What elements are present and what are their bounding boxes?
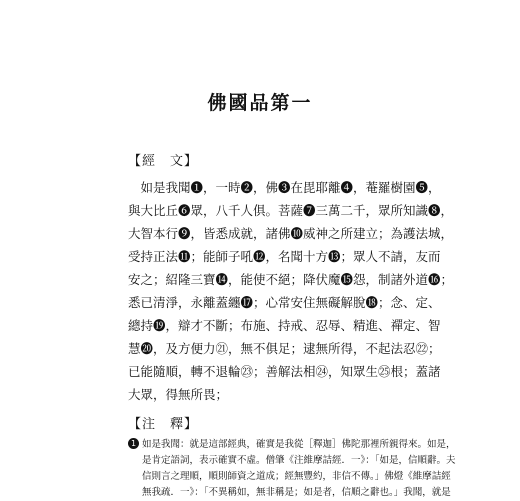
scripture-line: 受持正法⓫；能師子吼⓬，名聞十方⓭；眾人不請，友而 [128,249,441,264]
note-line: 如是我聞：就是這部經典，確實是我從［釋迦］佛陀那裡所親得來。如是， [142,439,456,450]
chapter-title: 佛國品第一 [207,92,313,114]
note-line: 信則言之理順，順則師資之道成；經無豐約，非信不傳。」佛燈《維摩詰經 [142,471,451,482]
scripture-line: 如是我聞❶，一時❷，佛❸在毘耶離❹，菴羅樹園❺， [128,180,441,195]
scripture-line: 大眾，得無所畏； [128,387,229,402]
scripture-line: 慧⓴，及方便力㉑，無不俱足；逮無所得，不起法忍㉒； [128,341,441,356]
scripture-line: 安之；紹隆三寶⓮，能使不絕；降伏魔⓯怨，制諸外道⓰； [128,272,454,287]
scripture-line: 與大比丘❻眾，八千人俱。菩薩❼三萬二千，眾所知識❽， [128,203,454,218]
scripture-line: 已能隨順，轉不退輪㉓；善解法相㉔，知眾生㉕根；蓋諸 [128,364,441,379]
note-line: 無我疏．一》：「不異稱如，無非稱是；如是者，信順之辭也。」我聞，就是 [142,487,451,498]
note-line: 是肯定語詞，表示確實不虛。僧肇《注維摩詰經．一》：「如是，信順辭。夫 [142,455,456,466]
scripture-line: 大智本行❾，皆悉成就，諸佛❿威神之所建立；為護法城， [128,226,454,241]
scripture-line: 總持⓳，辯才不斷；布施、持戒、忍辱、精進、禪定、智 [128,318,441,333]
note-item [128,437,456,501]
scripture-line: 悉已清淨，永離蓋纏⓱；心常安住無礙解脫⓲；念、定、 [128,295,441,310]
scripture-heading: 【經 文】 [128,154,199,169]
note-number-badge: 1 [128,438,139,449]
notes-heading: 【注 釋】 [128,417,199,432]
